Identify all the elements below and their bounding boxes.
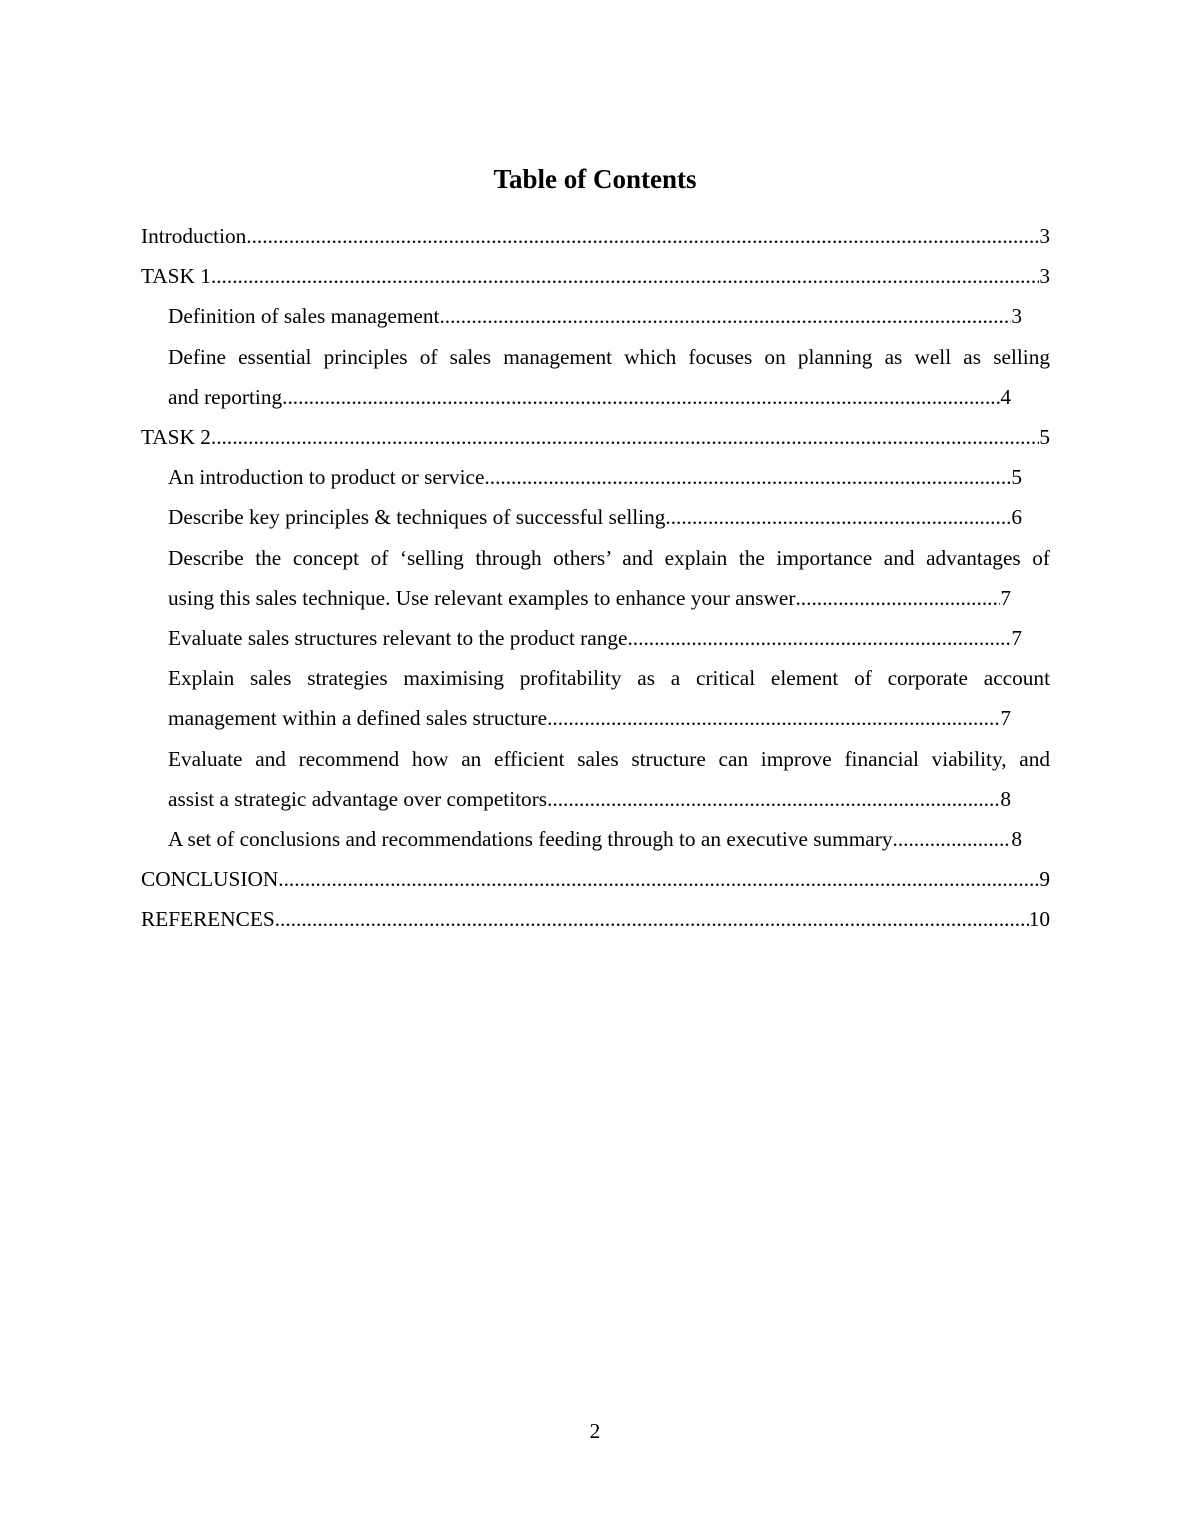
toc-entry-references[interactable]: [141, 899, 1050, 939]
toc-entry-page: 9: [1039, 867, 1050, 892]
toc-leader-dots: [211, 417, 1039, 457]
toc-entry-page: 5: [1011, 465, 1022, 490]
toc-leader-dots: [547, 779, 1000, 819]
toc-entry-text: Definition of sales management: [168, 304, 440, 329]
toc-entry-text-line1: Explain sales strategies maximising profitability as a critical element of corporate account: [168, 666, 1050, 691]
toc-entry-page: 6: [1011, 505, 1022, 530]
toc-entry-page: 5: [1039, 425, 1050, 450]
toc-entry-line2: [168, 578, 1011, 618]
toc-entry-text: Describe key principles & techniques of successful selling: [168, 505, 666, 530]
toc-entry-page: 3: [1039, 264, 1050, 289]
toc-entry-page: 8: [1011, 827, 1022, 852]
toc-entry-selling-through-others[interactable]: [141, 538, 1050, 618]
toc-entry-introduction[interactable]: [141, 216, 1050, 256]
toc-entry-text: TASK 2: [141, 425, 211, 450]
toc-entry-text: REFERENCES: [141, 907, 275, 932]
toc-leader-dots: [627, 618, 1011, 658]
toc-entry-text-line2: and reporting: [168, 384, 283, 409]
toc-leader-dots: [282, 377, 1000, 417]
toc-entry-essential-principles[interactable]: [141, 337, 1050, 417]
toc-entry-page: 3: [1011, 304, 1022, 329]
toc-leader-dots: [275, 899, 1029, 939]
toc-leader-dots: [665, 497, 1011, 537]
toc-entry-page: 4: [1000, 384, 1011, 409]
toc-entry-text-line2: assist a strategic advantage over competitors: [168, 786, 548, 811]
toc-entry-sales-strategies[interactable]: [141, 658, 1050, 738]
toc-entry-task-1[interactable]: [141, 256, 1050, 296]
toc-entry-line2: [168, 377, 1011, 417]
toc-leader-dots: [893, 819, 1012, 859]
toc-leader-dots: [795, 578, 1000, 618]
toc-entry-page: 7: [1000, 706, 1011, 731]
toc-leader-dots: [246, 216, 1039, 256]
toc-entry-conclusions-recommendations[interactable]: [141, 819, 1022, 859]
toc-entry-key-principles[interactable]: [141, 497, 1022, 537]
toc-entry-text: Introduction: [141, 224, 247, 248]
toc-entry-page: 8: [1000, 786, 1011, 811]
toc-entry-page: 7: [1000, 585, 1011, 610]
toc-entry-text: An introduction to product or service: [168, 465, 485, 490]
toc-entry-definition-sales-management[interactable]: [141, 296, 1022, 336]
toc-entry-efficient-sales-structure[interactable]: [141, 739, 1050, 819]
toc-leader-dots: [484, 457, 1011, 497]
toc-entry-page: 7: [1011, 626, 1022, 651]
toc-entry-evaluate-sales-structures[interactable]: [141, 618, 1022, 658]
toc-leader-dots: [211, 256, 1039, 296]
toc-entry-page: 3: [1039, 224, 1050, 248]
toc-entry-introduction-product[interactable]: [141, 457, 1022, 497]
table-of-contents: [141, 216, 1050, 940]
toc-leader-dots: [278, 859, 1039, 899]
toc-entry-text: Evaluate sales structures relevant to the product range: [168, 626, 628, 651]
toc-entry-conclusion[interactable]: [141, 859, 1050, 899]
toc-entry-text-line2: using this sales technique. Use relevant examples to enhance your answer: [168, 585, 796, 610]
toc-entry-text: A set of conclusions and recommendations feeding through to an executive summary: [168, 827, 893, 852]
toc-entry-line2: [168, 779, 1011, 819]
toc-entry-text-line1: Describe the concept of ‘selling through others’ and explain the importance and advantages of: [168, 545, 1050, 570]
toc-leader-dots: [547, 698, 1000, 738]
toc-title: Table of Contents: [493, 164, 697, 194]
toc-entry-task-2[interactable]: [141, 417, 1050, 457]
toc-leader-dots: [439, 296, 1011, 336]
page-number: 2: [589, 1419, 601, 1443]
toc-entry-text: CONCLUSION: [141, 867, 279, 892]
toc-entry-text-line1: Define essential principles of sales management which focuses on planning as well as selling: [168, 344, 1050, 369]
toc-entry-text-line1: Evaluate and recommend how an efficient sales structure can improve financial viability, and: [168, 746, 1050, 771]
toc-entry-text: TASK 1: [141, 264, 211, 289]
toc-entry-line2: [168, 698, 1011, 738]
toc-entry-text-line2: management within a defined sales structure: [168, 706, 548, 731]
toc-entry-page: 10: [1028, 907, 1050, 932]
